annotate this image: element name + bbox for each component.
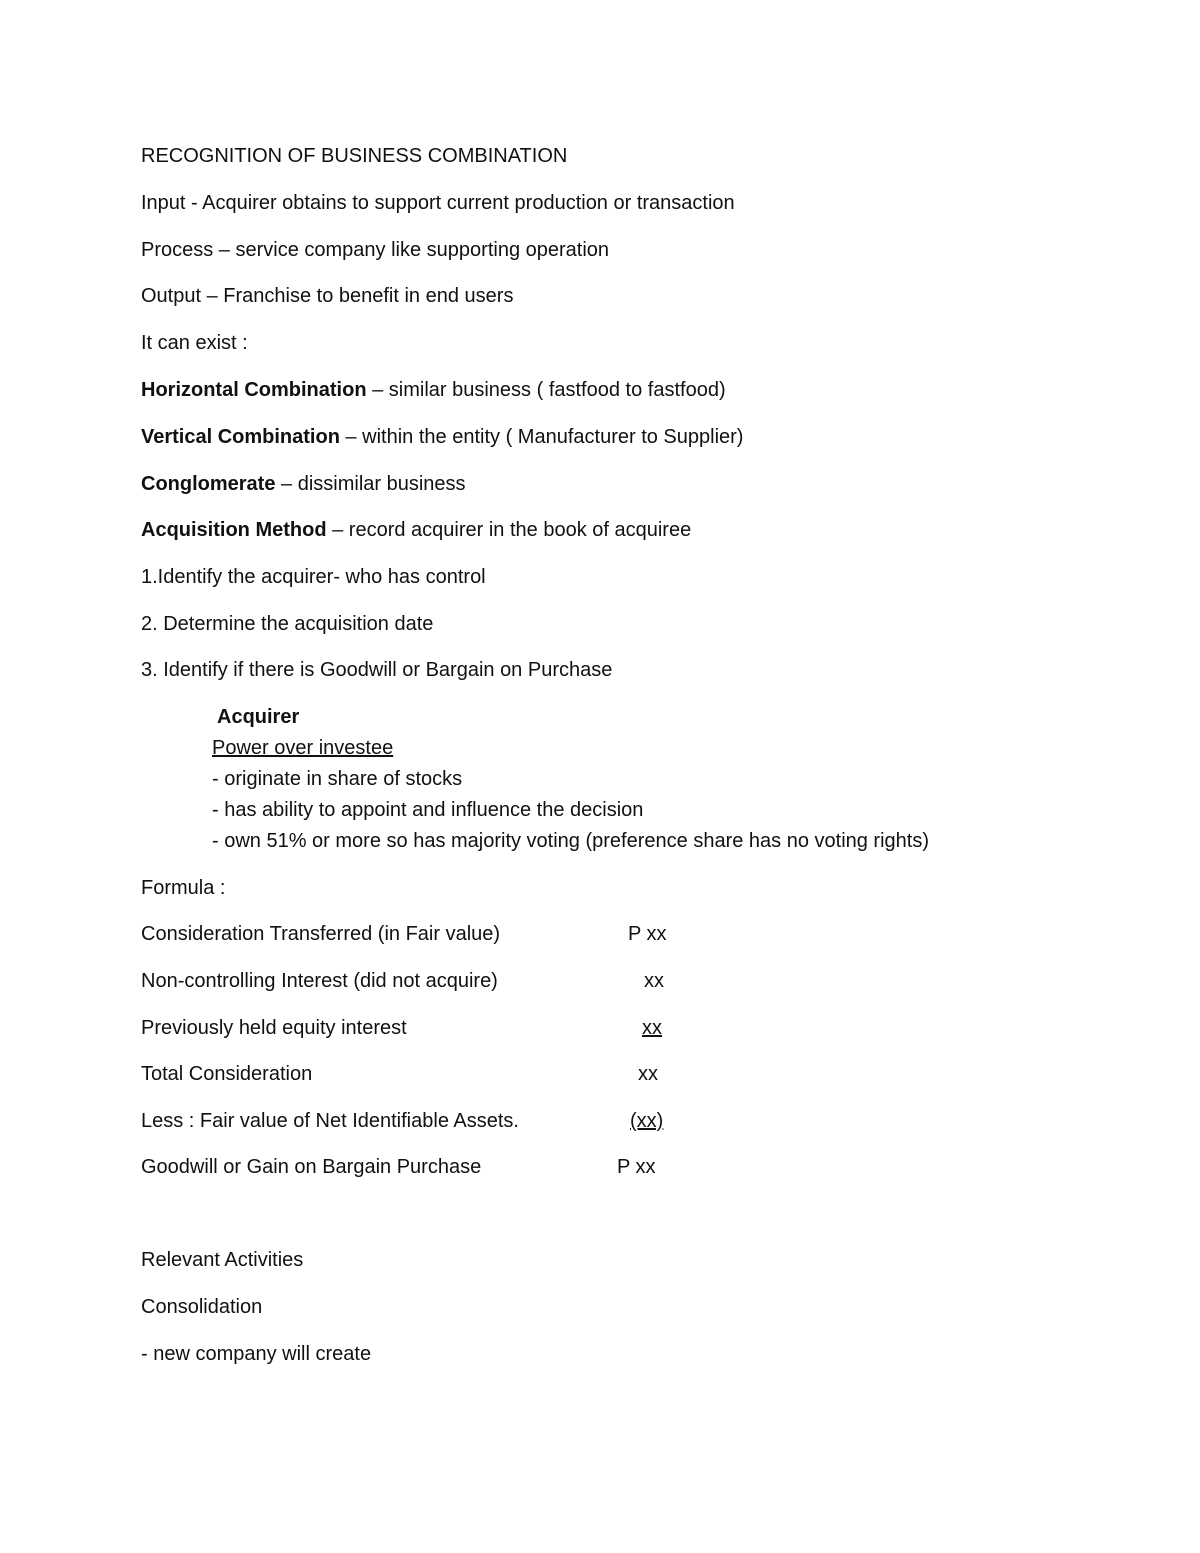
- acquirer-point: - originate in share of stocks: [212, 768, 463, 790]
- step-3: 3. Identify if there is Goodwill or Bargain on Purchase: [141, 659, 613, 681]
- step-1: 1.Identify the acquirer- who has control: [141, 566, 486, 588]
- combination-acquisition-method: [141, 518, 691, 542]
- acquirer-heading: Acquirer: [217, 706, 300, 728]
- consolidation-note: - new company will create: [141, 1343, 372, 1365]
- formula-line-label: Less : Fair value of Net Identifiable Assets.: [141, 1110, 519, 1132]
- formula-line-label: Non-controlling Interest (did not acquire): [141, 970, 498, 992]
- formula-line-label: Consideration Transferred (in Fair value): [141, 923, 501, 945]
- combination-horizontal: [141, 378, 726, 402]
- formula-line-amount: xx: [642, 1017, 662, 1039]
- combination-term: Conglomerate: [141, 473, 276, 495]
- formula-line-label: Goodwill or Gain on Bargain Purchase: [141, 1156, 482, 1178]
- definition-process: Process – service company like supporting operation: [141, 239, 610, 261]
- combination-term: Vertical Combination: [141, 426, 340, 448]
- document-title: RECOGNITION OF BUSINESS COMBINATION: [141, 145, 568, 167]
- formula-label: Formula :: [141, 877, 226, 899]
- combination-desc: – dissimilar business: [275, 473, 466, 495]
- combination-term: Horizontal Combination: [141, 379, 367, 401]
- formula-line-amount: xx: [644, 970, 664, 992]
- combination-term: Acquisition Method: [141, 519, 327, 541]
- exist-label: It can exist :: [141, 332, 248, 354]
- formula-line-label: Total Consideration: [141, 1063, 313, 1085]
- formula-line-amount: P xx: [617, 1156, 656, 1178]
- consolidation-heading: Consolidation: [141, 1296, 263, 1318]
- definition-input: Input - Acquirer obtains to support current production or transaction: [141, 192, 735, 214]
- combination-desc: – similar business ( fastfood to fastfood): [366, 379, 726, 401]
- acquirer-subheading: Power over investee: [212, 737, 394, 759]
- relevant-activities: Relevant Activities: [141, 1249, 304, 1271]
- formula-line-amount: xx: [638, 1063, 658, 1085]
- combination-vertical: [141, 425, 743, 449]
- acquirer-point: - own 51% or more so has majority voting (preference share has no voting rights): [212, 830, 930, 852]
- definition-output: Output – Franchise to benefit in end users: [141, 285, 514, 307]
- combination-desc: – within the entity ( Manufacturer to Supplier): [339, 426, 744, 448]
- step-2: 2. Determine the acquisition date: [141, 613, 434, 635]
- formula-line-amount: P xx: [628, 923, 667, 945]
- combination-conglomerate: [141, 472, 466, 496]
- formula-line-amount: (xx): [630, 1110, 664, 1132]
- combination-desc: – record acquirer in the book of acquiree: [326, 519, 692, 541]
- formula-line-label: Previously held equity interest: [141, 1017, 407, 1039]
- acquirer-point: - has ability to appoint and influence the decision: [212, 799, 644, 821]
